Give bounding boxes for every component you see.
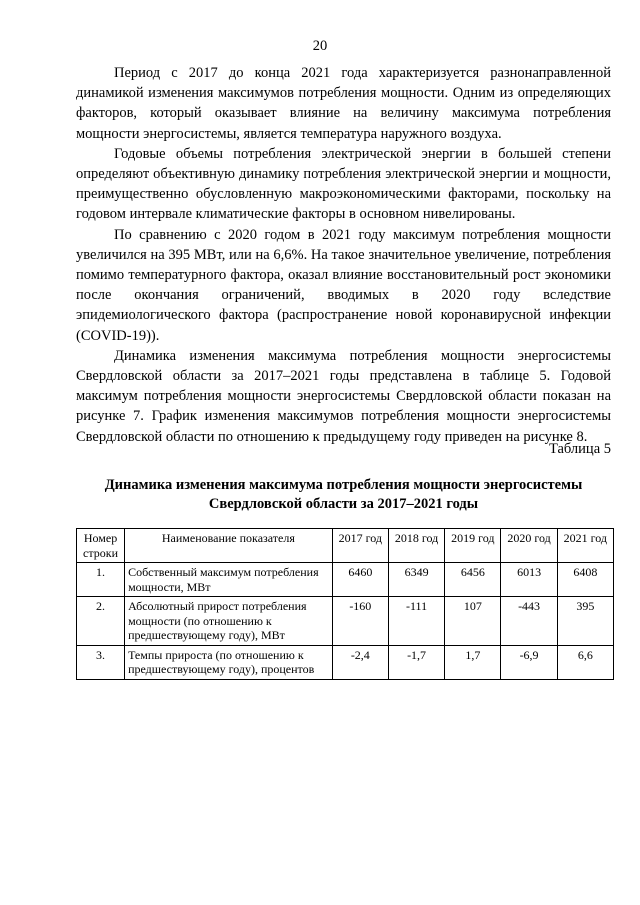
- header-cell: 2020 год: [501, 529, 557, 563]
- paragraph: Годовые объемы потребления электрической энергии в большей степени определяют объективную динамику потребления электрической энергии и мощности, преимущественно обусловленную макроэкономическими факторами, поскольку на годовом интервале климатические факторы в основном нивелированы.: [76, 145, 611, 223]
- row-number: 2.: [77, 597, 125, 646]
- value-cell: 395: [557, 597, 613, 646]
- indicator-name: Темпы прироста (по отношению к предшествующему году), процентов: [125, 645, 333, 679]
- value-cell: -2,4: [332, 645, 388, 679]
- value-cell: 6013: [501, 563, 557, 597]
- value-cell: -6,9: [501, 645, 557, 679]
- value-cell: -1,7: [388, 645, 444, 679]
- data-table: [76, 528, 614, 680]
- value-cell: 6408: [557, 563, 613, 597]
- table-row: [77, 645, 614, 679]
- table-header-row: [77, 529, 614, 563]
- value-cell: 6,6: [557, 645, 613, 679]
- value-cell: 1,7: [445, 645, 501, 679]
- header-cell: 2018 год: [388, 529, 444, 563]
- table-title-line: Свердловской области за 2017–2021 годы: [208, 496, 479, 512]
- paragraph: По сравнению с 2020 годом в 2021 году максимум потребления мощности увеличился на 395 МВт, или на 6,6%. На такое значительное увеличение, потребления помимо температурного фактора, оказал влияние восстановительный рост экономики после окончания ограничений, вводимых в 2020 году вследствие эпидемиологического фактора (распространение новой коронавирусной инфекции (COVID-19)).: [76, 226, 611, 344]
- header-cell: 2019 год: [445, 529, 501, 563]
- paragraph: Период с 2017 до конца 2021 года характеризуется разнонаправленной динамикой изменения максимумов потребления мощности. Одним из определяющих факторов, который оказывает влияние на величину максимума потребления мощности энергосистемы, является температура наружного воздуха.: [76, 65, 611, 142]
- table-label: Таблица 5: [548, 441, 611, 457]
- value-cell: 6460: [332, 563, 388, 597]
- value-cell: 107: [445, 597, 501, 646]
- value-cell: -160: [332, 597, 388, 646]
- body-text: [76, 63, 611, 447]
- table-title-line: Динамика изменения максимума потребления мощности энергосистемы: [104, 477, 583, 493]
- header-cell: 2017 год: [332, 529, 388, 563]
- header-cell: Номер строки: [77, 529, 125, 563]
- indicator-name: Собственный максимум потребления мощности, МВт: [125, 563, 333, 597]
- indicator-name: Абсолютный прирост потребления мощности (по отношению к предшествующему году), МВт: [125, 597, 333, 646]
- paragraph: Динамика изменения максимума потребления мощности энергосистемы Свердловской области за 2017–2021 годы представлена в таблице 5. Годовой максимум потребления мощности энергосистемы Свердловской области показан на рисунке 7. График изменения максимумов потребления мощности энергосистемы Свердловской области по отношению к предыдущему году приведен на рисунке 8.: [76, 347, 611, 445]
- header-cell: 2021 год: [557, 529, 613, 563]
- value-cell: -443: [501, 597, 557, 646]
- table-row: [77, 563, 614, 597]
- page-number: 20: [312, 38, 328, 54]
- row-number: 3.: [77, 645, 125, 679]
- table-row: [77, 597, 614, 646]
- value-cell: 6349: [388, 563, 444, 597]
- row-number: 1.: [77, 563, 125, 597]
- header-cell: Наименование показателя: [125, 529, 333, 563]
- value-cell: -111: [388, 597, 444, 646]
- value-cell: 6456: [445, 563, 501, 597]
- table-title: [76, 476, 611, 514]
